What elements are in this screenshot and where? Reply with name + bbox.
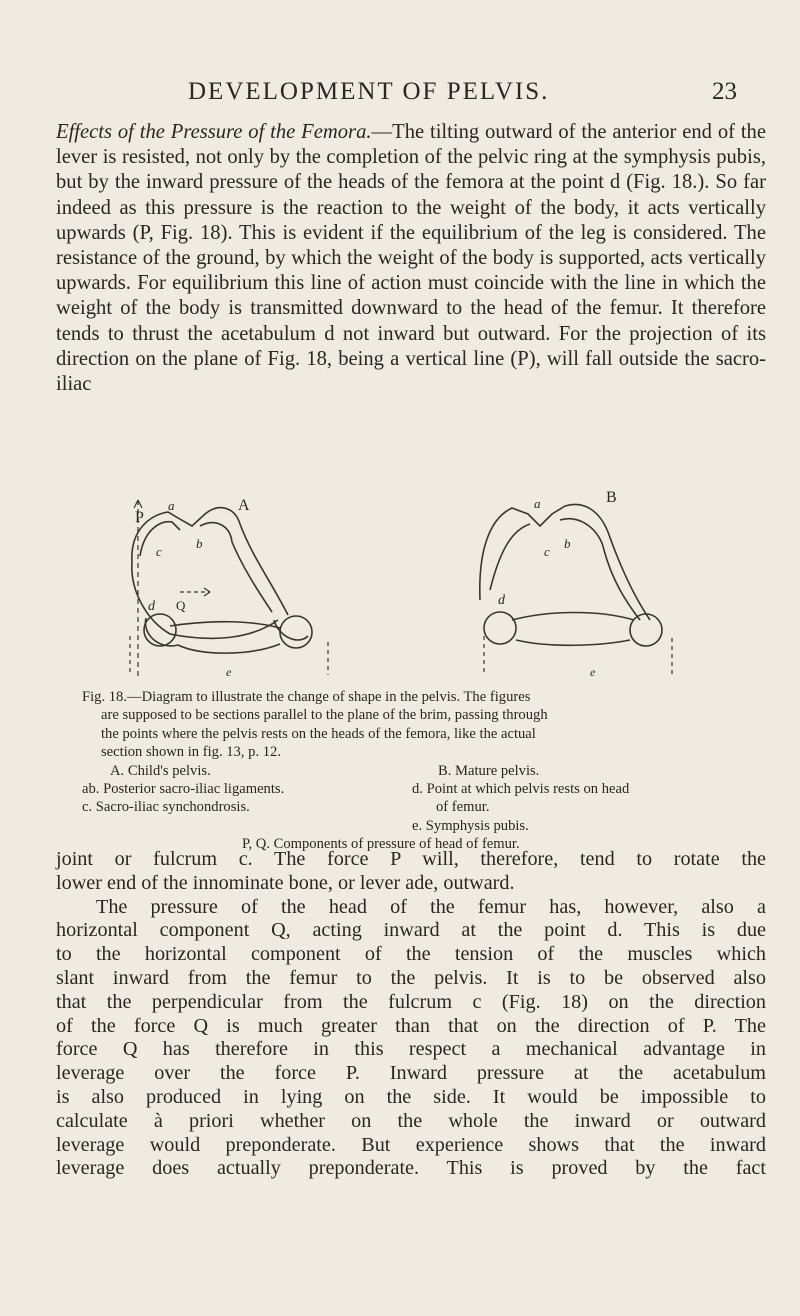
text-line: horizontal component Q, acting inward at the point d. This is due — [56, 919, 766, 942]
caption-line: are supposed to be sections parallel to the plane of the brim, passing through — [101, 707, 548, 724]
label-b-right: b — [564, 536, 571, 551]
figure-18-pelvis-diagram — [60, 470, 760, 680]
label-a-right: a — [534, 496, 541, 511]
legend-d: d. Point at which pelvis rests on head — [412, 781, 630, 798]
label-e-left: e — [226, 665, 232, 679]
label-a-left: a — [168, 498, 175, 513]
label-c-left: c — [156, 544, 162, 559]
section-heading: Effects of the Pressure of the Femora. — [56, 121, 372, 143]
text-line: of the force Q is much greater than that on the direction of P. The — [56, 1014, 766, 1037]
label-B: B — [606, 489, 617, 506]
label-Q: Q — [176, 598, 186, 613]
label-P: P — [135, 509, 144, 526]
label-c-right: c — [544, 544, 550, 559]
legend-d-cont: of femur. — [436, 799, 490, 816]
text-line: The pressure of the head of the femur has, however, also a — [96, 895, 766, 918]
label-d-left: d — [148, 599, 155, 614]
paragraph-effects-of-pressure — [56, 120, 766, 397]
legend-b: B. Mature pelvis. — [438, 762, 540, 779]
text-line: leverage over the force P. Inward pressure at the acetabulum — [56, 1062, 766, 1085]
caption-line: Fig. 18.—Diagram to illustrate the change of shape in the pelvis. The figures — [82, 689, 531, 705]
caption-line: the points where the pelvis rests on the heads of the femora, like the actual — [101, 725, 536, 742]
page-header — [0, 78, 800, 118]
legend-pq: P, Q. Components of pressure of head of femur. — [242, 836, 520, 853]
running-head: DEVELOPMENT OF PELVIS. — [188, 78, 550, 105]
paragraph-continued — [56, 848, 766, 1181]
text-line: slant inward from the femur to the pelvis. It is to be observed also — [56, 966, 766, 989]
label-b-left: b — [196, 536, 203, 551]
text-line: force Q has therefore in this respect a mechanical advantage in — [56, 1038, 766, 1061]
text-line: joint or fulcrum c. The force P will, therefore, tend to rotate the — [56, 848, 766, 870]
label-A: A — [238, 497, 250, 514]
legend-e: e. Symphysis pubis. — [412, 817, 529, 834]
figure-caption — [82, 688, 772, 854]
text-line: to the horizontal component of the tension of the muscles which — [56, 943, 766, 966]
text-line: is also produced in lying on the side. It would be impossible to — [56, 1085, 766, 1108]
label-e-right: e — [590, 665, 596, 679]
text-line: leverage would preponderate. But experience shows that the inward — [56, 1133, 766, 1156]
text-line: lower end of the innominate bone, or lever ade, outward. — [56, 871, 515, 894]
text-line: leverage does actually preponderate. This is proved by the fact — [56, 1157, 766, 1180]
text-line: that the perpendicular from the fulcrum c (Fig. 18) on the direction — [56, 990, 766, 1013]
caption-line: section shown in fig. 13, p. 12. — [101, 744, 281, 761]
child-pelvis-drawing — [130, 500, 328, 680]
label-d-right: d — [498, 593, 505, 608]
page-number: 23 — [712, 78, 737, 105]
paragraph-text: —The tilting outward of the anterior end of the lever is resisted, not only by the completion of the pelvic ring at the symphysis pubis, but by the inward pressure of the heads of the femora at the point d (Fig. 18.). So far indeed as this pressure is the reaction to the weight of the body, it acts vertically upwards (P, Fig. 18). This is evident if the equilibrium of the leg is considered. The resistance of the ground, by which the weight of the body is supported, acts vertically upwards. For equilibrium this line of action must coincide with the line in which the weight of the body is transmitted downward to the head of the femur. It therefore tends to thrust the acetabulum d not inward but outward. For the projection of its direction on the plane of Fig. 18, being a vertical line (P), will fall outside the sacro-iliac — [56, 121, 766, 396]
legend-ab: ab. Posterior sacro-iliac ligaments. — [82, 781, 285, 798]
legend-c: c. Sacro-iliac synchondrosis. — [82, 799, 250, 816]
text-line: calculate à priori whether on the whole the inward or outward — [56, 1109, 766, 1132]
legend-a: A. Child's pelvis. — [110, 762, 211, 779]
mature-pelvis-drawing — [480, 504, 672, 675]
